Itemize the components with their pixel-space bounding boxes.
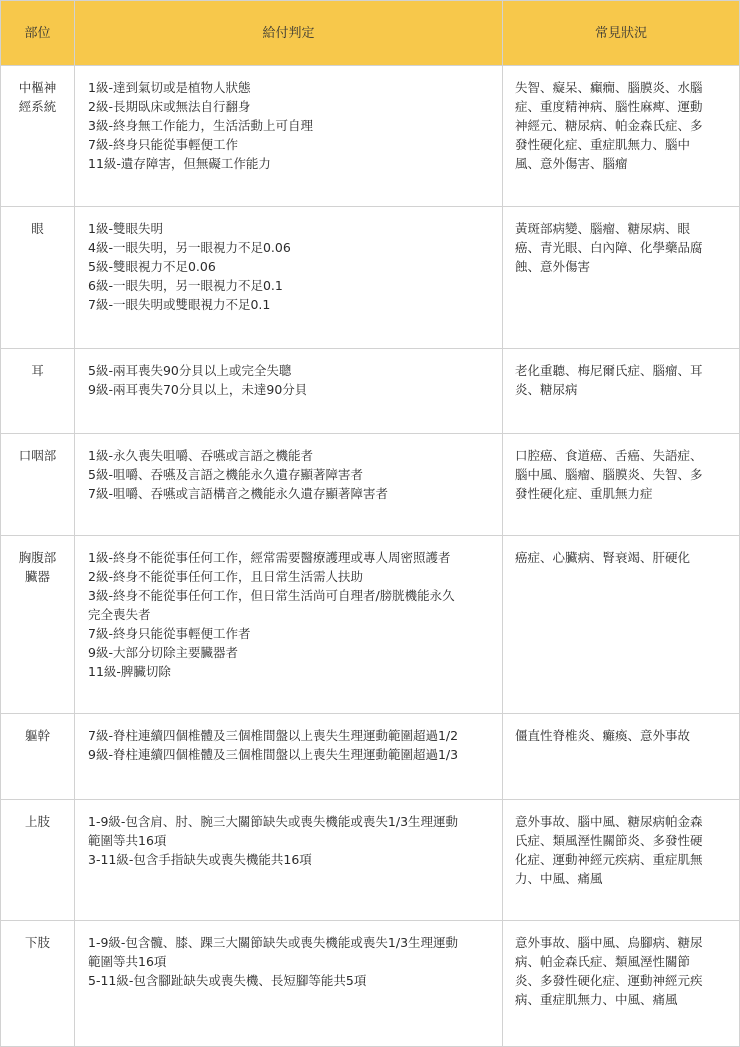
body-part-cell [1, 349, 75, 434]
benefit-grade-cell-line: 完全喪失者 [88, 607, 151, 622]
body-part-cell-line: 中樞神 [18, 80, 57, 95]
common-conditions-cell-line: 力、中風、痛風 [515, 871, 603, 886]
common-conditions-cell-line: 病、重症肌無力、中風、痛風 [515, 992, 678, 1007]
benefit-grade-cell-line: 11級-遺存障害，但無礙工作能力 [88, 156, 271, 171]
benefit-grade-cell-line: 1級-終身不能從事任何工作，經常需要醫療護理或專人周密照護者 [88, 550, 451, 565]
benefit-grade-cell-line: 1級-達到氣切或是植物人狀態 [88, 80, 251, 95]
benefit-grade-cell [75, 434, 503, 536]
common-conditions-cell-line: 癌、青光眼、白內障、化學藥品腐 [515, 240, 703, 255]
benefit-grade-cell-line: 1-9級-包含肩、肘、腕三大關節缺失或喪失機能或喪失1/3生理運動 [88, 814, 459, 829]
common-conditions-cell-line: 神經元、糖尿病、帕金森氏症、多 [515, 118, 703, 133]
body-part-cell [1, 207, 75, 349]
benefit-grade-cell-line: 2級-長期臥床或無法自行翻身 [88, 99, 251, 114]
body-part-cell [1, 714, 75, 800]
benefit-grade-cell-line: 7級-終身只能從事輕便工作者 [88, 626, 251, 641]
benefit-grade-cell-line: 5級-兩耳喪失90分貝以上或完全失聰 [88, 363, 292, 378]
common-conditions-cell [503, 536, 740, 714]
benefit-grade-cell-line: 7級-脊柱連續四個椎體及三個椎間盤以上喪失生理運動範圍超過1/2 [88, 728, 459, 743]
table-row [1, 66, 740, 207]
common-conditions-cell-line: 風、意外傷害、腦瘤 [515, 156, 628, 171]
common-conditions-cell [503, 800, 740, 921]
body-part-cell [1, 66, 75, 207]
benefit-grade-cell-line: 範圍等共16項 [88, 954, 167, 969]
benefit-grade-cell [75, 349, 503, 434]
common-conditions-cell [503, 921, 740, 1047]
body-part-cell [1, 800, 75, 921]
common-conditions-cell [503, 714, 740, 800]
common-conditions-cell-line: 癌症、心臟病、腎衰竭、肝硬化 [515, 550, 691, 565]
body-part-cell-line: 下肢 [24, 935, 50, 950]
table-row [1, 207, 740, 349]
common-conditions-cell-line: 僵直性脊椎炎、癱瘓、意外事故 [515, 728, 691, 743]
benefit-grade-cell-line: 9級-大部分切除主要臟器者 [88, 645, 238, 660]
body-part-cell [1, 434, 75, 536]
common-conditions-cell [503, 434, 740, 536]
common-conditions-cell-line: 意外事故、腦中風、糖尿病帕金森 [515, 814, 703, 829]
body-part-cell-line: 眼 [31, 221, 44, 236]
body-part-cell-line: 胸腹部 [18, 550, 57, 565]
benefit-grade-cell [75, 800, 503, 921]
benefit-grade-cell-line: 5-11級-包含腳趾缺失或喪失機、長短腳等能共5項 [88, 973, 367, 988]
benefit-grade-cell-line: 9級-兩耳喪失70分貝以上，未達90分貝 [88, 382, 308, 397]
benefit-grade-cell-line: 7級-終身只能從事輕便工作 [88, 137, 238, 152]
benefit-grade-cell-line: 1級-永久喪失咀嚼、吞嚥或言語之機能者 [88, 448, 313, 463]
benefit-grade-cell-line: 3級-終身無工作能力，生活活動上可自理 [88, 118, 313, 133]
benefit-grade-cell-line: 11級-脾臟切除 [88, 664, 171, 679]
body-part-cell-line: 口咽部 [18, 448, 57, 463]
table-row [1, 536, 740, 714]
benefit-grade-cell-line: 5級-雙眼視力不足0.06 [88, 259, 216, 274]
benefit-grade-cell-line: 1-9級-包含髖、膝、踝三大關節缺失或喪失機能或喪失1/3生理運動 [88, 935, 459, 950]
benefit-grade-cell [75, 207, 503, 349]
benefit-grade-cell-line: 3級-終身不能從事任何工作，但日常生活尚可自理者/膀胱機能永久 [88, 588, 455, 603]
common-conditions-cell-line: 氏症、類風溼性關節炎、多發性硬 [515, 833, 703, 848]
common-conditions-cell-line: 發性硬化症、重症肌無力、腦中 [515, 137, 691, 152]
table-body [1, 66, 740, 1047]
benefit-grade-cell [75, 714, 503, 800]
table-row [1, 349, 740, 434]
benefit-grade-cell-line: 7級-一眼失明或雙眼視力不足0.1 [88, 297, 271, 312]
header-grade: 給付判定 [75, 1, 503, 66]
body-part-cell-line: 經系統 [18, 99, 57, 114]
table-row [1, 800, 740, 921]
body-part-cell [1, 921, 75, 1047]
common-conditions-cell-line: 炎、糖尿病 [515, 382, 578, 397]
common-conditions-cell [503, 66, 740, 207]
common-conditions-cell [503, 207, 740, 349]
benefit-grade-cell-line: 2級-終身不能從事任何工作，且日常生活需人扶助 [88, 569, 363, 584]
body-part-cell [1, 536, 75, 714]
benefit-grade-cell-line: 7級-咀嚼、吞嚥或言語構音之機能永久遺存顯著障害者 [88, 486, 388, 501]
body-part-cell-line: 耳 [31, 363, 44, 378]
common-conditions-cell-line: 發性硬化症、重肌無力症 [515, 486, 653, 501]
benefit-grade-cell-line: 1級-雙眼失明 [88, 221, 163, 236]
common-conditions-cell-line: 炎、多發性硬化症、運動神經元疾 [515, 973, 703, 988]
common-conditions-cell-line: 病、帕金森氏症、類風溼性關節 [515, 954, 691, 969]
benefit-grade-cell [75, 66, 503, 207]
benefit-grade-cell [75, 921, 503, 1047]
table-row [1, 921, 740, 1047]
common-conditions-cell-line: 蝕、意外傷害 [515, 259, 591, 274]
common-conditions-cell-line: 症、重度精神病、腦性麻痺、運動 [515, 99, 703, 114]
common-conditions-cell [503, 349, 740, 434]
benefit-grade-cell-line: 3-11級-包含手指缺失或喪失機能共16項 [88, 852, 312, 867]
body-part-cell-line: 軀幹 [24, 728, 50, 743]
body-part-cell-line: 臟器 [24, 569, 50, 584]
table-header-row [1, 1, 740, 66]
common-conditions-cell-line: 黃斑部病變、腦瘤、糖尿病、眼 [515, 221, 691, 236]
benefit-grade-cell-line: 6級-一眼失明，另一眼視力不足0.1 [88, 278, 283, 293]
common-conditions-cell-line: 化症、運動神經元疾病、重症肌無 [515, 852, 703, 867]
benefit-grade-cell [75, 536, 503, 714]
benefit-grade-cell-line: 4級-一眼失明，另一眼視力不足0.06 [88, 240, 291, 255]
header-part: 部位 [1, 1, 75, 66]
common-conditions-cell-line: 失智、癡呆、癲癇、腦膜炎、水腦 [515, 80, 703, 95]
common-conditions-cell-line: 意外事故、腦中風、烏腳病、糖尿 [515, 935, 703, 950]
table-row [1, 434, 740, 536]
header-conditions: 常見狀況 [503, 1, 740, 66]
table-row [1, 714, 740, 800]
common-conditions-cell-line: 腦中風、腦瘤、腦膜炎、失智、多 [515, 467, 703, 482]
benefit-grade-cell-line: 9級-脊柱連續四個椎體及三個椎間盤以上喪失生理運動範圍超過1/3 [88, 747, 459, 762]
body-part-cell-line: 上肢 [24, 814, 50, 829]
benefit-grade-cell-line: 5級-咀嚼、吞嚥及言語之機能永久遺存顯著障害者 [88, 467, 363, 482]
common-conditions-cell-line: 口腔癌、食道癌、舌癌、失語症、 [515, 448, 703, 463]
common-conditions-cell-line: 老化重聽、梅尼爾氏症、腦瘤、耳 [515, 363, 703, 378]
benefit-grade-cell-line: 範圍等共16項 [88, 833, 167, 848]
